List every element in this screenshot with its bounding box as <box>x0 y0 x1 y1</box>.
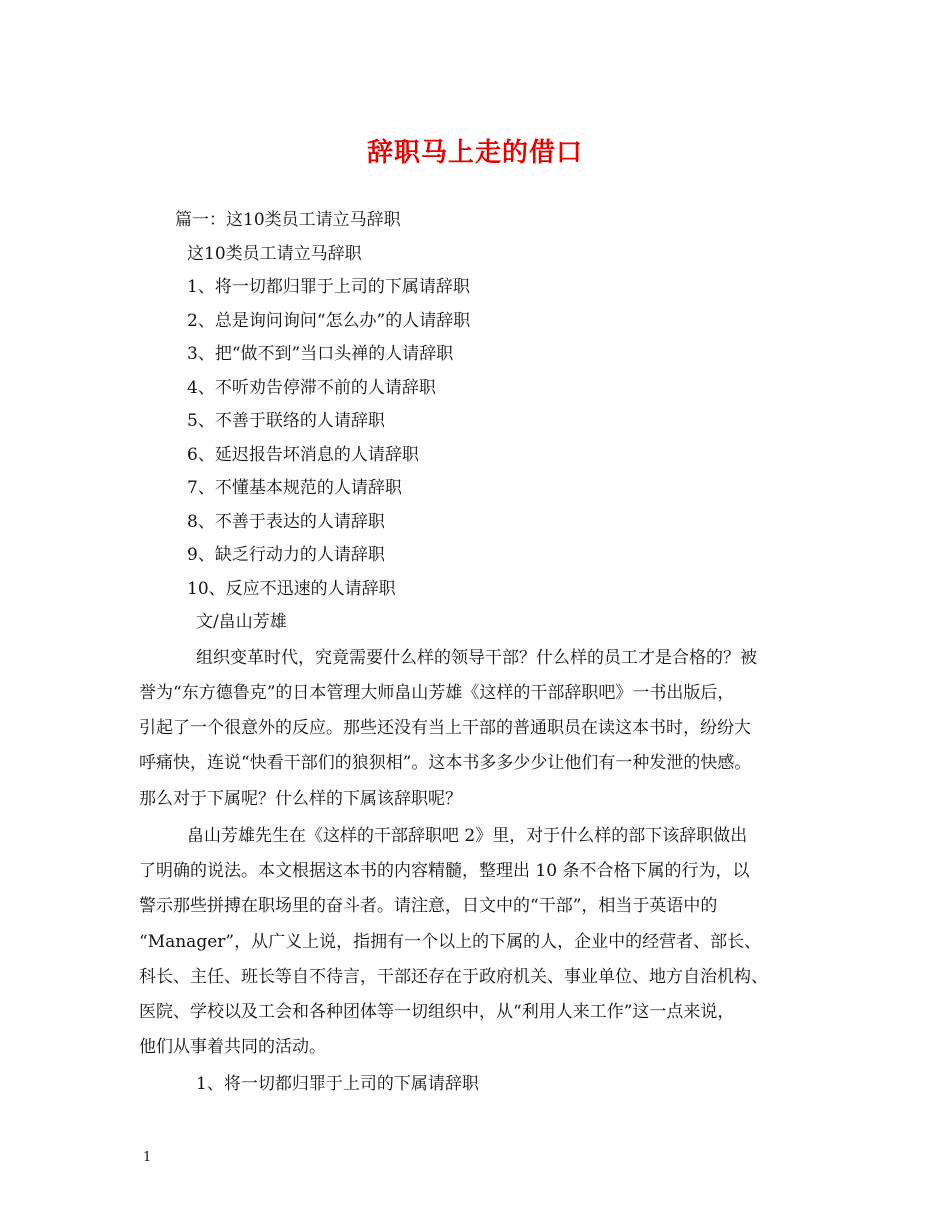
paragraph-1-line: 呼痛快，连说“快看干部们的狼狈相”。这本书多多少少让他们有一种发泄的快感。 <box>139 753 752 773</box>
list-item: 7、不懂基本规范的人请辞职 <box>187 478 402 498</box>
paragraph-1-line: 誉为“东方德鲁克”的日本管理大师畠山芳雄《这样的干部辞职吧》一书出版后， <box>139 683 735 703</box>
paragraph-2-line: 科长、主任、班长等自不待言，干部还存在于政府机关、事业单位、地方自治机构、 <box>139 967 768 987</box>
list-item: 2、总是询问询问“怎么办”的人请辞职 <box>187 311 471 331</box>
paragraph-2-line: 医院、学校以及工会和各种团体等一切组织中，从“利用人来工作”这一点来说， <box>139 1002 735 1022</box>
paragraph-1-line: 那么对于下属呢？什么样的下属该辞职呢？ <box>139 789 462 809</box>
list-item: 10、反应不迅速的人请辞职 <box>187 579 396 599</box>
list-item: 5、不善于联络的人请辞职 <box>187 411 385 431</box>
chapter-heading: 篇一：这10类员工请立马辞职 <box>175 210 401 230</box>
paragraph-2-line: 警示那些拼搏在职场里的奋斗者。请注意，日文中的“干部”，相当于英语中的 <box>139 896 718 916</box>
paragraph-2-line: “Manager”，从广义上说，指拥有一个以上的下属的人，企业中的经营者、部长、 <box>139 932 762 952</box>
paragraph-1-line: 引起了一个很意外的反应。那些还没有当上干部的普通职员在读这本书时，纷纷大 <box>139 718 751 738</box>
document-title: 辞职马上走的借口 <box>366 138 583 168</box>
list-item: 3、把“做不到”当口头禅的人请辞职 <box>187 344 454 364</box>
paragraph-2-line: 了明确的说法。本文根据这本书的内容精髓，整理出 10 条不合格下属的行为，以 <box>139 861 750 881</box>
section-heading: 1、将一切都归罪于上司的下属请辞职 <box>196 1074 479 1094</box>
list-item: 6、延迟报告坏消息的人请辞职 <box>187 445 419 465</box>
list-item: 8、不善于表达的人请辞职 <box>187 512 385 532</box>
list-item: 1、将一切都归罪于上司的下属请辞职 <box>187 277 470 297</box>
paragraph-2-line: 他们从事着共同的活动。 <box>139 1037 326 1057</box>
author-line: 文/畠山芳雄 <box>196 612 287 632</box>
subheading: 这10类员工请立马辞职 <box>187 244 362 264</box>
list-item: 9、缺乏行动力的人请辞职 <box>187 545 385 565</box>
list-item: 4、不听劝告停滞不前的人请辞职 <box>187 378 436 398</box>
paragraph-2-line: 畠山芳雄先生在《这样的干部辞职吧 2》里，对于什么样的部下该辞职做出 <box>187 826 748 846</box>
page-number: 1 <box>143 1150 152 1165</box>
paragraph-1-line: 组织变革时代，究竟需要什么样的领导干部？什么样的员工才是合格的？被 <box>196 648 757 668</box>
